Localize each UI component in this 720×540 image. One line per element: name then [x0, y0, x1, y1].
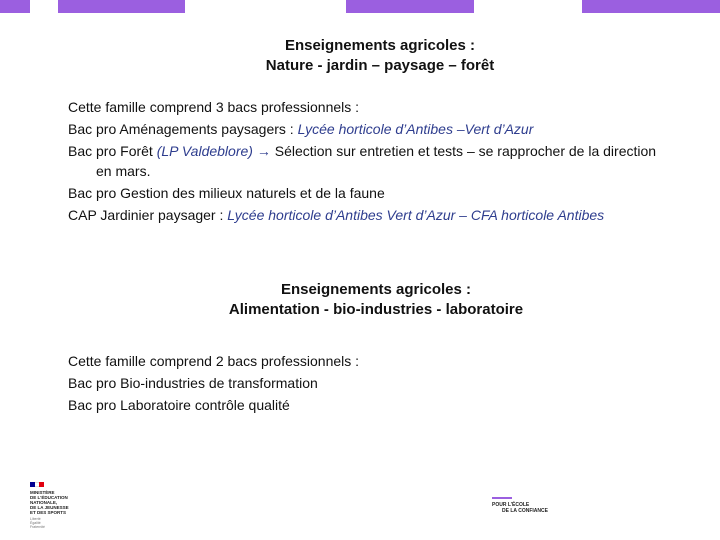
item-school: Lycée horticole d’Antibes Vert d’Azur – CFA horticole Antibes: [227, 207, 605, 223]
list-item: Bac pro Laboratoire contrôle qualité: [68, 397, 290, 413]
republic-motto: Liberté Égalité Fraternité: [30, 517, 45, 529]
logo-line2: DE LA CONFIANCE: [502, 508, 548, 514]
list-item: Bac pro Gestion des milieux naturels et de la faune: [68, 185, 385, 201]
section2-heading: [16, 280, 720, 320]
ministry-logo: [30, 482, 100, 529]
top-accent-bar: [346, 0, 474, 13]
logo-accent-line: [492, 497, 512, 499]
top-accent-bar: [0, 0, 30, 13]
section2-list: [68, 351, 668, 417]
list-item: [68, 119, 668, 139]
flag-icon: [30, 482, 44, 487]
section1-heading: [20, 36, 720, 76]
ecole-confiance-logo: [492, 497, 582, 514]
section1-intro: Cette famille comprend 3 bacs professionnels :: [68, 99, 360, 115]
section1-title-line1: Enseignements agricoles :: [284, 37, 476, 54]
item-text: Bac pro Aménagements paysagers :: [68, 121, 298, 137]
list-item: Bac pro Bio-industries de transformation: [68, 375, 318, 391]
section2-title-line1: Enseignements agricoles :: [280, 281, 472, 298]
section2-intro: Cette famille comprend 2 bacs professionnels :: [68, 353, 360, 369]
section2-title-line2: Alimentation - bio-industries - laboratoire: [228, 301, 524, 318]
item-school: (LP Valdeblore): [156, 143, 253, 159]
top-accent-bar: [582, 0, 720, 13]
list-item: [68, 141, 668, 181]
list-item: [68, 205, 668, 225]
item-school: Lycée horticole d’Antibes –Vert d’Azur: [297, 121, 534, 137]
item-text: Bac pro Forêt: [68, 143, 157, 159]
item-note: Sélection sur entretien et tests – se rapprocher de la direction en mars.: [96, 143, 657, 179]
item-text: CAP Jardinier paysager :: [68, 207, 228, 223]
top-accent-bar: [58, 0, 185, 13]
logo-line1: POUR L’ÉCOLE: [492, 502, 530, 508]
ministry-name: MINISTÈRE DE L'ÉDUCATION NATIONALE, DE LA JEUNESSE ET DES SPORTS: [30, 490, 69, 515]
arrow-right-icon: →: [256, 143, 271, 159]
section1-list: [68, 97, 668, 227]
section1-title-line2: Nature - jardin – paysage – forêt: [265, 57, 495, 74]
